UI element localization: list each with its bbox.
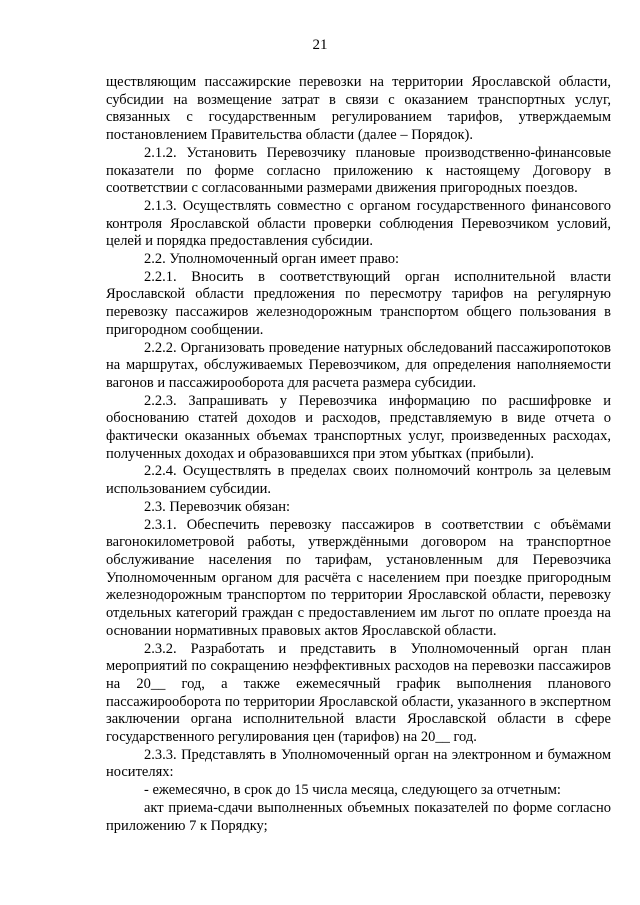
document-body <box>106 74 611 835</box>
paragraph-monthly-item: - ежемесячно, в срок до 15 числа месяца, следующего за отчетным: <box>144 782 561 799</box>
paragraph-2-2-1: 2.2.1. Вносить в соответствующий орган исполнительной власти Ярославской области предложения по пересмотру тарифов на регулярную перевозку пассажиров железнодорожным транспортом общего пользования в пригородном сообщении. <box>106 268 611 338</box>
paragraph-act-item: акт приема-сдачи выполненных объемных показателей по форме согласно приложению 7 к Порядку; <box>106 799 611 834</box>
paragraph-2-3-1: 2.3.1. Обеспечить перевозку пассажиров в соответствии с объёмами вагонокилометровой работы, утверждёнными договором на транспортное обслуживание населения по тарифам, установленным для Перевозчика Уполномоченным органом для расчёта с населением при поездке пригородным железнодорожным транспортом по территории Ярославской области, перевозку отдельных категорий граждан с предоставлением им льгот по оплате проезда на основании нормативных правовых актов Ярославской области. <box>106 516 611 639</box>
paragraph-2-2-3: 2.2.3. Запрашивать у Перевозчика информацию по расшифровке и обоснованию статей доходов и расходов, представляемую в виде отчета о фактически оказанных объемах транспортных услуг, произведенных расходах, полученных доходах и образовавшихся при этом убытках (прибыли). <box>106 392 611 462</box>
paragraph-continuation: ществляющим пассажирские перевозки на территории Ярославской области, субсидии на возмещение затрат в связи с оказанием транспортных услуг, связанных с государственным регулированием тарифов, утверждаемым постановлением Правительства области (далее – Порядок). <box>106 74 611 144</box>
paragraph-2-2-4: 2.2.4. Осуществлять в пределах своих полномочий контроль за целевым использованием субсидии. <box>106 463 611 498</box>
paragraph-2-3-3: 2.3.3. Представлять в Уполномоченный орган на электронном и бумажном носителях: <box>106 746 611 781</box>
paragraph-2-3-heading: 2.3. Перевозчик обязан: <box>144 498 291 515</box>
page-number: 21 <box>312 37 328 53</box>
paragraph-2-3-2: 2.3.2. Разработать и представить в Уполномоченный орган план мероприятий по сокращению неэффективных расходов на перевозки пассажиров на 20__ год, а также ежемесячный график выполнения планового пассажирооборота по территории Ярославской области, указанного в экспертном заключении органа исполнительной власти Ярославской области в сфере государственного регулирования цен (тарифов) на 20__ год. <box>106 640 611 746</box>
paragraph-2-1-3: 2.1.3. Осуществлять совместно с органом государственного финансового контроля Ярославской области проверки соблюдения Перевозчиком условий, целей и порядка предоставления субсидии. <box>106 197 611 250</box>
paragraph-2-2-2: 2.2.2. Организовать проведение натурных обследований пассажиропотоков на маршрутах, обслуживаемых Перевозчиком, для определения наполняемости вагонов и пассажирооборота для расчета размера субсидии. <box>106 339 611 391</box>
paragraph-2-2-heading: 2.2. Уполномоченный орган имеет право: <box>144 251 400 268</box>
paragraph-2-1-2: 2.1.2. Установить Перевозчику плановые производственно-финансовые показатели по форме согласно приложению к настоящему Договору в соответствии с согласованными размерами движения пригородных поездов. <box>106 144 611 197</box>
